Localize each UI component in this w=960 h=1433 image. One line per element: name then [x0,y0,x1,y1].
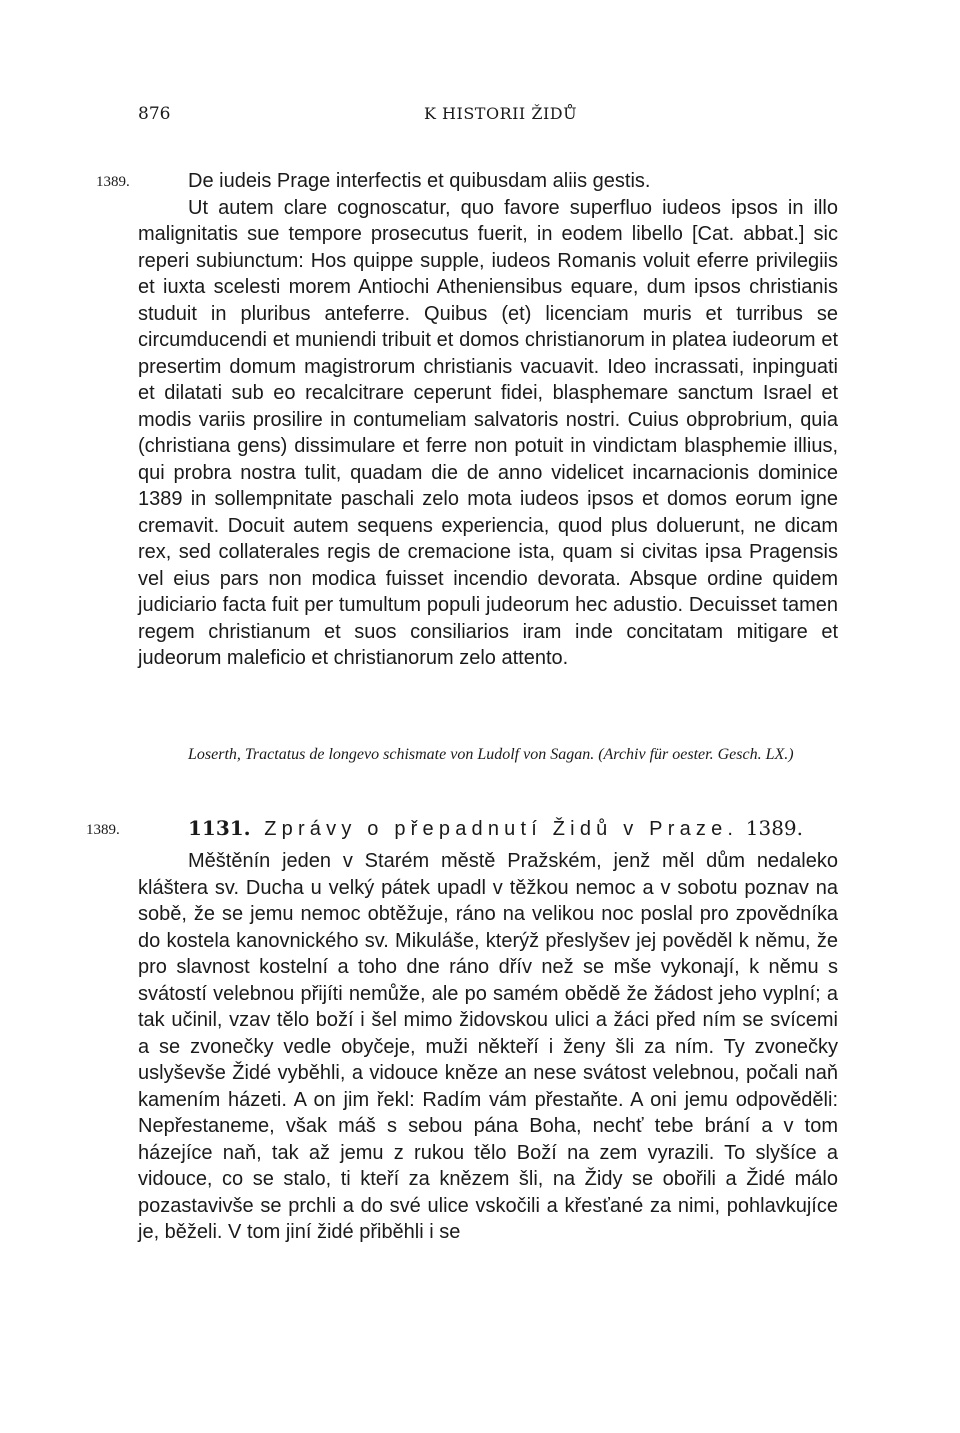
source-citation [138,742,838,767]
margin-year-2: 1389. [86,822,120,838]
entry-title: Zprávy o přepadnutí Židů v Praze. [264,818,739,840]
margin-year-1: 1389. [96,174,130,190]
czech-paragraph: Měštěnín jeden v Starém městě Pražském, jenž měl dům nedaleko kláštera sv. Ducha u velký pátek upadl v těžkou nemoc a v sobotu poznav na sobě, že se jemu nemoc obtěžuje, ráno na velikou noc poslal pro zpovědníka do kostela kanovnického sv. Mikuláše, kterýž přeslyšev jej pověděl k němu, že pro slavnost kostelní a toho dne ráno dřív než se mše vykonají, k němu s svátostí velebnou přijíti nemůže, ale po samém obědě že žádost jeho vyplní; a tak učinil, vzav tělo boží i šel mimo židovskou ulici a žáci před ním se svícemi a se zvonečky vedle obyčeje, muži někteří i ženy šli za ním. Ty zvonečky uslyševše Židé vyběhli, a vidouce kněze an nese svátost velebnou, počali naň kamením házeti. A on jim řekl: Radím vám přestaňte. A oni jemu odpověděli: Nepřestaneme, však máš s sebou pána Boha, nechť tebe brání a v tom házejíce naň, tak až jemu z rukou tělo Boží na zem vyrazili. To slyšíce a vidouce, co se stalo, ti kteří za knězem šli, na Židy se obořili a Židé málo pozastavivše se prchli a do své ulice vskočili a křesťané za nimi, pohlavkujíce je, běželi. V tom jiní židé přiběhli i se [138,850,838,1243]
page-number: 876 [138,104,171,124]
latin-first-line: De iudeis Prage interfectis et quibusdam aliis gestis. [188,170,651,192]
latin-text-block [138,168,838,672]
entry-year: 1389. [745,816,804,840]
entry-number: 1131. [188,816,251,840]
source-text: Loserth, Tractatus de longevo schismate von Ludolf von Sagan. (Archiv für oester. Gesch. LX.) [188,746,794,763]
running-title: K HISTORII ŽIDŮ [424,104,578,123]
latin-paragraph: Ut autem clare cognoscatur, quo favore superfluo iudeos ipsos in illo malignitatis sue tempore prosecutus fuerit, in eodem libello [Cat. abbat.] sic reperi subiunctum: Hos quippe supple, iudeos Romanis voluit eferre privilegiis et iuxta scelesti morem Antiochi Atheniensibus equare, dum ipsos christianis studuit in pluribus anteferre. Quibus (et) licenciam muris et turribus se circumducendi et muniendi tribuit et domos christianorum in platea iudeorum et presertim domum magistrorum christianis vacuavit. Ideo incrassati, inpinguati et dilatati sub eo recalcitrare ceperunt fidei, blasphemare sanctum Israel et modis variis prosilire in contumeliam salvatoris nostri. Cuius obprobrium, quia (christiana gens) dissimulare et ferre non potuit in vindictam blasphemie illius, qui probra nostra tulit, quadam die de anno videlicet incarnacionis dominice 1389 in sollempnitate paschali zelo mota iudeos ipsos et domos eorum igne cremavit. Docuit autem sequens experiencia, quod plus doluerunt, ne dicam rex, sed collaterales regis de cremacione ista, quam si civitas ipsa Pragensis vel eius pars non modica fuisset incendio devorata. Absque ordine quidem judiciario facta fuit per tumultum populi judeorum hec adustio. Decuisset tamen regem christianum et suos consiliarios iram inde concitatam mitigare et judeorum maleficio et christianorum zelo attento. [138,196,838,669]
entry-heading [188,816,803,841]
czech-text-block [138,848,838,1246]
